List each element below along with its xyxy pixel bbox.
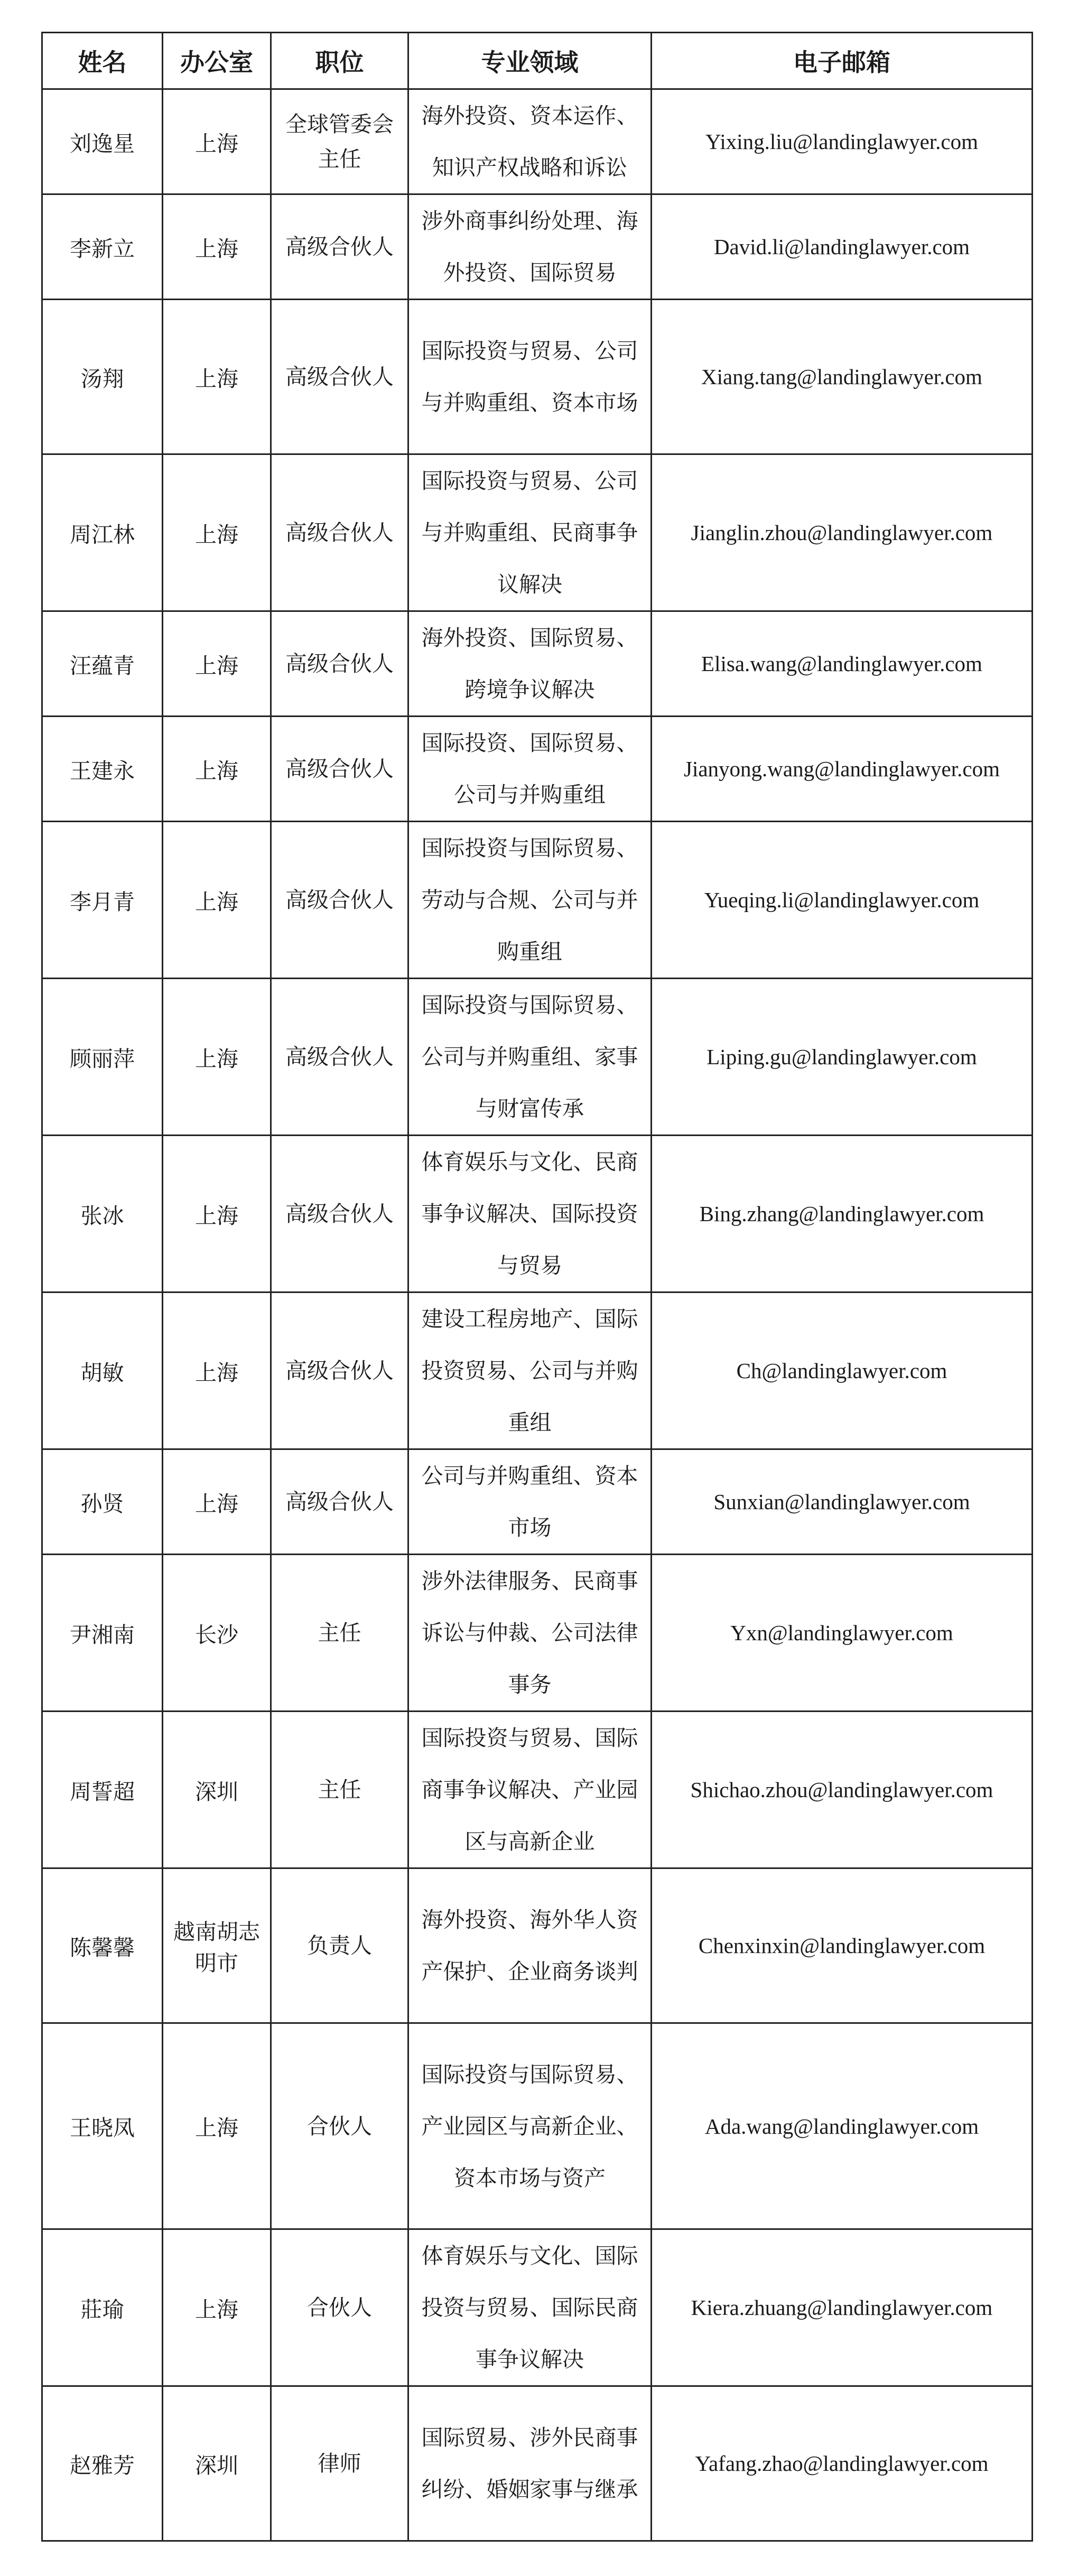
cell-office: 深圳 — [163, 2386, 271, 2541]
cell-name: 胡敏 — [42, 1292, 163, 1449]
cell-name: 莊瑜 — [42, 2229, 163, 2386]
header-name: 姓名 — [42, 33, 163, 89]
table-row — [42, 1555, 1033, 1712]
table-row — [42, 1136, 1033, 1292]
cell-name: 孙贤 — [42, 1449, 163, 1555]
cell-title: 全球管委会主任 — [271, 89, 408, 194]
cell-email: Elisa.wang@landinglawyer.com — [652, 611, 1033, 717]
cell-office: 深圳 — [163, 1712, 271, 1868]
cell-title: 高级合伙人 — [271, 454, 408, 611]
table-row — [42, 979, 1033, 1136]
header-row — [42, 33, 1033, 89]
cell-title: 主任 — [271, 1555, 408, 1712]
table-row — [42, 1449, 1033, 1555]
cell-field: 国际投资与贸易、公司与并购重组、资本市场 — [408, 300, 652, 454]
cell-name: 张冰 — [42, 1136, 163, 1292]
table-row — [42, 2023, 1033, 2229]
cell-email: Ch@landinglawyer.com — [652, 1292, 1033, 1449]
cell-name: 王建永 — [42, 717, 163, 822]
cell-email: David.li@landinglawyer.com — [652, 194, 1033, 300]
cell-email: Yxn@landinglawyer.com — [652, 1555, 1033, 1712]
table-row — [42, 194, 1033, 300]
cell-field: 国际投资与贸易、公司与并购重组、民商事争议解决 — [408, 454, 652, 611]
cell-field: 国际投资与国际贸易、产业园区与高新企业、资本市场与资产 — [408, 2023, 652, 2229]
cell-name: 李新立 — [42, 194, 163, 300]
cell-office: 上海 — [163, 89, 271, 194]
cell-office: 上海 — [163, 1292, 271, 1449]
cell-office: 上海 — [163, 822, 271, 979]
table-row — [42, 454, 1033, 611]
cell-field: 涉外商事纠纷处理、海外投资、国际贸易 — [408, 194, 652, 300]
cell-name: 尹湘南 — [42, 1555, 163, 1712]
cell-email: Sunxian@landinglawyer.com — [652, 1449, 1033, 1555]
cell-email: Yixing.liu@landinglawyer.com — [652, 89, 1033, 194]
lawyer-contact-table — [41, 32, 1033, 2542]
cell-field: 体育娱乐与文化、国际投资与贸易、国际民商事争议解决 — [408, 2229, 652, 2386]
table-header — [42, 33, 1033, 89]
table-body — [42, 89, 1033, 2541]
cell-title: 高级合伙人 — [271, 1136, 408, 1292]
cell-name: 周誓超 — [42, 1712, 163, 1868]
cell-field: 海外投资、海外华人资产保护、企业商务谈判 — [408, 1868, 652, 2023]
cell-name: 李月青 — [42, 822, 163, 979]
cell-office: 上海 — [163, 1136, 271, 1292]
cell-title: 合伙人 — [271, 2023, 408, 2229]
cell-title: 高级合伙人 — [271, 1449, 408, 1555]
table-row — [42, 1868, 1033, 2023]
header-office: 办公室 — [163, 33, 271, 89]
table-row — [42, 1292, 1033, 1449]
cell-field: 国际投资与贸易、国际商事争议解决、产业园区与高新企业 — [408, 1712, 652, 1868]
cell-title: 高级合伙人 — [271, 717, 408, 822]
cell-email: Yafang.zhao@landinglawyer.com — [652, 2386, 1033, 2541]
cell-field: 国际投资与国际贸易、劳动与合规、公司与并购重组 — [408, 822, 652, 979]
cell-email: Jianyong.wang@landinglawyer.com — [652, 717, 1033, 822]
cell-email: Liping.gu@landinglawyer.com — [652, 979, 1033, 1136]
cell-email: Ada.wang@landinglawyer.com — [652, 2023, 1033, 2229]
cell-name: 赵雅芳 — [42, 2386, 163, 2541]
cell-office: 上海 — [163, 611, 271, 717]
table-row — [42, 2229, 1033, 2386]
cell-title: 律师 — [271, 2386, 408, 2541]
cell-field: 体育娱乐与文化、民商事争议解决、国际投资与贸易 — [408, 1136, 652, 1292]
cell-field: 建设工程房地产、国际投资贸易、公司与并购重组 — [408, 1292, 652, 1449]
cell-office: 上海 — [163, 300, 271, 454]
cell-title: 高级合伙人 — [271, 194, 408, 300]
cell-email: Kiera.zhuang@landinglawyer.com — [652, 2229, 1033, 2386]
cell-title: 高级合伙人 — [271, 1292, 408, 1449]
table-row — [42, 2386, 1033, 2541]
cell-title: 主任 — [271, 1712, 408, 1868]
cell-title: 高级合伙人 — [271, 822, 408, 979]
cell-field: 海外投资、国际贸易、跨境争议解决 — [408, 611, 652, 717]
cell-office: 上海 — [163, 2229, 271, 2386]
cell-office: 上海 — [163, 1449, 271, 1555]
cell-field: 涉外法律服务、民商事诉讼与仲裁、公司法律事务 — [408, 1555, 652, 1712]
cell-email: Shichao.zhou@landinglawyer.com — [652, 1712, 1033, 1868]
cell-title: 高级合伙人 — [271, 979, 408, 1136]
table-row — [42, 611, 1033, 717]
cell-field: 国际投资、国际贸易、公司与并购重组 — [408, 717, 652, 822]
cell-name: 刘逸星 — [42, 89, 163, 194]
cell-name: 汪蕴青 — [42, 611, 163, 717]
cell-office: 长沙 — [163, 1555, 271, 1712]
header-field: 专业领域 — [408, 33, 652, 89]
cell-name: 周江林 — [42, 454, 163, 611]
table-row — [42, 300, 1033, 454]
table-row — [42, 1712, 1033, 1868]
table-row — [42, 822, 1033, 979]
cell-field: 海外投资、资本运作、知识产权战略和诉讼 — [408, 89, 652, 194]
cell-email: Xiang.tang@landinglawyer.com — [652, 300, 1033, 454]
cell-email: Chenxinxin@landinglawyer.com — [652, 1868, 1033, 2023]
header-email: 电子邮箱 — [652, 33, 1033, 89]
cell-name: 王晓凤 — [42, 2023, 163, 2229]
cell-name: 顾丽萍 — [42, 979, 163, 1136]
cell-title: 高级合伙人 — [271, 300, 408, 454]
cell-name: 汤翔 — [42, 300, 163, 454]
cell-office: 上海 — [163, 454, 271, 611]
cell-title: 合伙人 — [271, 2229, 408, 2386]
cell-email: Yueqing.li@landinglawyer.com — [652, 822, 1033, 979]
cell-field: 公司与并购重组、资本市场 — [408, 1449, 652, 1555]
header-title: 职位 — [271, 33, 408, 89]
cell-office: 上海 — [163, 194, 271, 300]
table-row — [42, 89, 1033, 194]
cell-title: 高级合伙人 — [271, 611, 408, 717]
table-row — [42, 717, 1033, 822]
cell-field: 国际投资与国际贸易、公司与并购重组、家事与财富传承 — [408, 979, 652, 1136]
cell-email: Bing.zhang@landinglawyer.com — [652, 1136, 1033, 1292]
cell-field: 国际贸易、涉外民商事纠纷、婚姻家事与继承 — [408, 2386, 652, 2541]
cell-office: 上海 — [163, 2023, 271, 2229]
cell-email: Jianglin.zhou@landinglawyer.com — [652, 454, 1033, 611]
cell-office: 上海 — [163, 717, 271, 822]
cell-name: 陈馨馨 — [42, 1868, 163, 2023]
cell-office: 越南胡志明市 — [163, 1868, 271, 2023]
cell-office: 上海 — [163, 979, 271, 1136]
cell-title: 负责人 — [271, 1868, 408, 2023]
